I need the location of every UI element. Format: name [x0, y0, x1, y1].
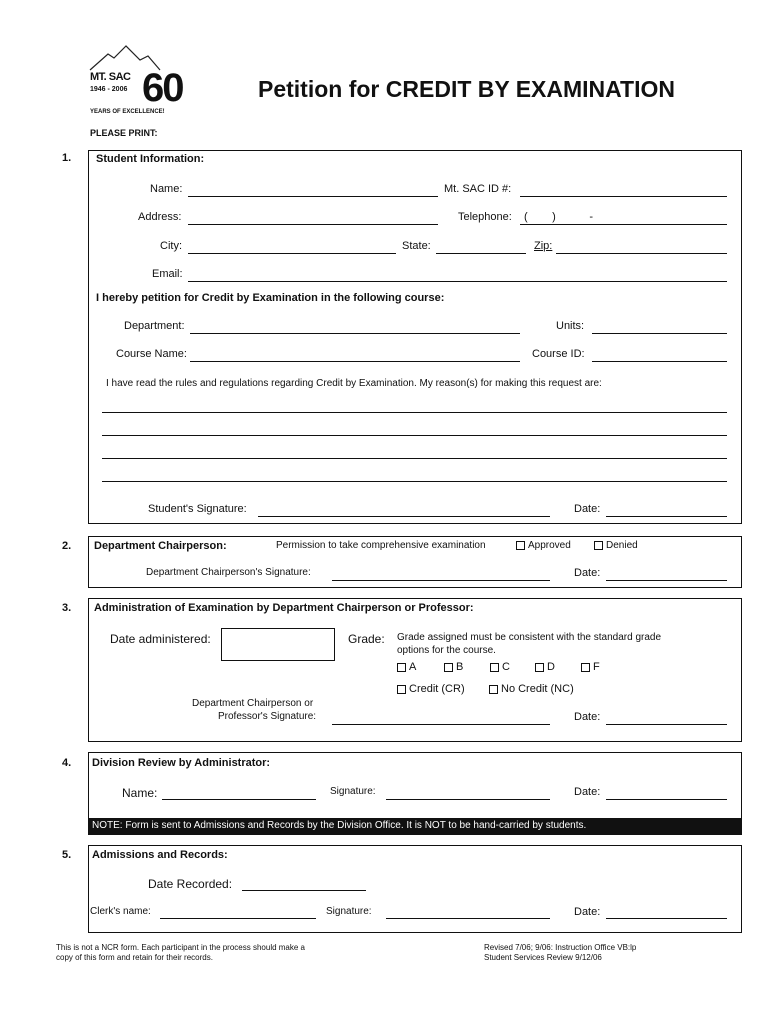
- please-print: PLEASE PRINT:: [90, 128, 158, 138]
- zip-field[interactable]: [556, 253, 727, 254]
- denied-label: Denied: [606, 540, 638, 551]
- department-field[interactable]: [190, 333, 520, 334]
- clerk-name-label: Clerk's name:: [90, 906, 151, 917]
- admin-signature-field[interactable]: [386, 799, 550, 800]
- section-number-1: 1.: [62, 152, 72, 164]
- logo-years: 1946 - 2006: [90, 86, 128, 93]
- professor-date-field[interactable]: [606, 724, 727, 725]
- logo-name: MT. SAC: [90, 71, 131, 83]
- administration-heading: Administration of Examination by Department Chairperson or Professor:: [94, 602, 474, 614]
- reason-line-1[interactable]: [102, 412, 727, 413]
- grade-a-label: A: [409, 661, 417, 673]
- clerk-signature-label: Signature:: [326, 906, 372, 917]
- section-number-5: 5.: [62, 849, 72, 861]
- reason-line-2[interactable]: [102, 435, 727, 436]
- state-label: State:: [402, 240, 431, 252]
- section-number-2: 2.: [62, 540, 72, 552]
- footer-right-1: Revised 7/06; 9/06: Instruction Office VB:lp: [484, 943, 637, 952]
- chair-signature-field[interactable]: [332, 580, 550, 581]
- student-date-field[interactable]: [606, 516, 727, 517]
- clerk-name-field[interactable]: [160, 918, 316, 919]
- section-number-3: 3.: [62, 602, 72, 614]
- admin-name-label: Name:: [122, 786, 158, 800]
- grade-b-checkbox[interactable]: [444, 661, 463, 673]
- professor-signature-field[interactable]: [332, 724, 550, 725]
- approved-checkbox[interactable]: [516, 540, 571, 551]
- grade-label: Grade:: [348, 632, 385, 646]
- zip-label: Zip:: [534, 240, 553, 252]
- no-credit-label: No Credit (NC): [501, 683, 574, 695]
- no-credit-checkbox[interactable]: [489, 683, 574, 695]
- professor-date-label: Date:: [574, 711, 601, 723]
- grade-a-checkbox[interactable]: [397, 661, 416, 673]
- denied-checkbox[interactable]: [594, 540, 638, 551]
- admin-name-field[interactable]: [162, 799, 316, 800]
- reason-line-3[interactable]: [102, 458, 727, 459]
- reasons-text: I have read the rules and regulations regarding Credit by Examination. My reason(s) for making this request are:: [106, 378, 602, 389]
- course-id-label: Course ID:: [532, 348, 585, 360]
- grade-c-checkbox[interactable]: [490, 661, 510, 673]
- student-signature-field[interactable]: [258, 516, 550, 517]
- college-logo: [88, 44, 188, 124]
- city-field[interactable]: [188, 253, 396, 254]
- units-field[interactable]: [592, 333, 727, 334]
- chair-signature-label: Department Chairperson's Signature:: [146, 567, 311, 578]
- grade-f-label: F: [593, 661, 600, 673]
- chair-date-label: Date:: [574, 567, 601, 579]
- section-student-info: [88, 150, 742, 524]
- state-field[interactable]: [436, 253, 526, 254]
- approved-label: Approved: [528, 540, 571, 551]
- footer-left-2: copy of this form and retain for their records.: [56, 953, 213, 962]
- admin-date-label: Date:: [574, 786, 601, 798]
- units-label: Units:: [556, 320, 585, 332]
- reason-line-4[interactable]: [102, 481, 727, 482]
- id-field[interactable]: [520, 196, 727, 197]
- clerk-date-field[interactable]: [606, 918, 727, 919]
- address-label: Address:: [138, 211, 182, 223]
- credit-checkbox[interactable]: [397, 683, 465, 695]
- admin-date-field[interactable]: [606, 799, 727, 800]
- grade-d-checkbox[interactable]: [535, 661, 555, 673]
- telephone-label: Telephone:: [458, 211, 512, 223]
- clerk-signature-field[interactable]: [386, 918, 550, 919]
- chair-date-field[interactable]: [606, 580, 727, 581]
- dept-chair-heading: Department Chairperson:: [94, 540, 227, 552]
- grade-c-label: C: [502, 661, 510, 673]
- routing-note: NOTE: Form is sent to Admissions and Records by the Division Office. It is NOT to be hand-carried by students.: [89, 818, 741, 834]
- email-field[interactable]: [188, 281, 727, 282]
- page-title: Petition for CREDIT BY EXAMINATION: [258, 76, 675, 102]
- grade-note-2: options for the course.: [397, 645, 496, 656]
- permission-text: Permission to take comprehensive examination: [276, 540, 486, 551]
- admissions-heading: Admissions and Records:: [92, 849, 228, 861]
- section-number-4: 4.: [62, 757, 72, 769]
- division-review-heading: Division Review by Administrator:: [92, 757, 271, 769]
- email-label: Email:: [152, 268, 183, 280]
- clerk-date-label: Date:: [574, 906, 601, 918]
- city-label: City:: [160, 240, 182, 252]
- address-field[interactable]: [188, 224, 438, 225]
- date-administered-label: Date administered:: [110, 632, 211, 646]
- professor-signature-label-1: Department Chairperson or: [192, 698, 314, 709]
- admin-signature-label: Signature:: [330, 786, 376, 797]
- grade-d-label: D: [547, 661, 555, 673]
- petition-text: I hereby petition for Credit by Examination in the following course:: [96, 292, 445, 304]
- student-date-label: Date:: [574, 503, 601, 515]
- student-signature-label: Student's Signature:: [148, 503, 247, 515]
- grade-f-checkbox[interactable]: [581, 661, 600, 673]
- course-id-field[interactable]: [592, 361, 727, 362]
- telephone-field[interactable]: [520, 224, 727, 225]
- name-field[interactable]: [188, 196, 438, 197]
- logo-tagline: YEARS OF EXCELLENCE!: [90, 109, 165, 115]
- course-name-field[interactable]: [190, 361, 520, 362]
- name-label: Name:: [150, 183, 183, 195]
- department-label: Department:: [124, 320, 185, 332]
- footer-right-2: Student Services Review 9/12/06: [484, 953, 602, 962]
- logo-number: 60: [142, 66, 183, 110]
- id-label: Mt. SAC ID #:: [444, 183, 512, 195]
- professor-signature-label-2: Professor's Signature:: [218, 711, 317, 722]
- student-info-heading: Student Information:: [96, 153, 205, 165]
- date-administered-box[interactable]: [221, 628, 335, 661]
- course-name-label: Course Name:: [116, 348, 187, 360]
- credit-label: Credit (CR): [409, 683, 465, 695]
- grade-b-label: B: [456, 661, 464, 673]
- date-recorded-field[interactable]: [242, 890, 366, 891]
- grade-note-1: Grade assigned must be consistent with the standard grade: [397, 632, 662, 643]
- footer-left-1: This is not a NCR form. Each participant in the process should make a: [56, 943, 305, 952]
- telephone-format: ( ) -: [524, 211, 594, 223]
- date-recorded-label: Date Recorded:: [148, 877, 233, 891]
